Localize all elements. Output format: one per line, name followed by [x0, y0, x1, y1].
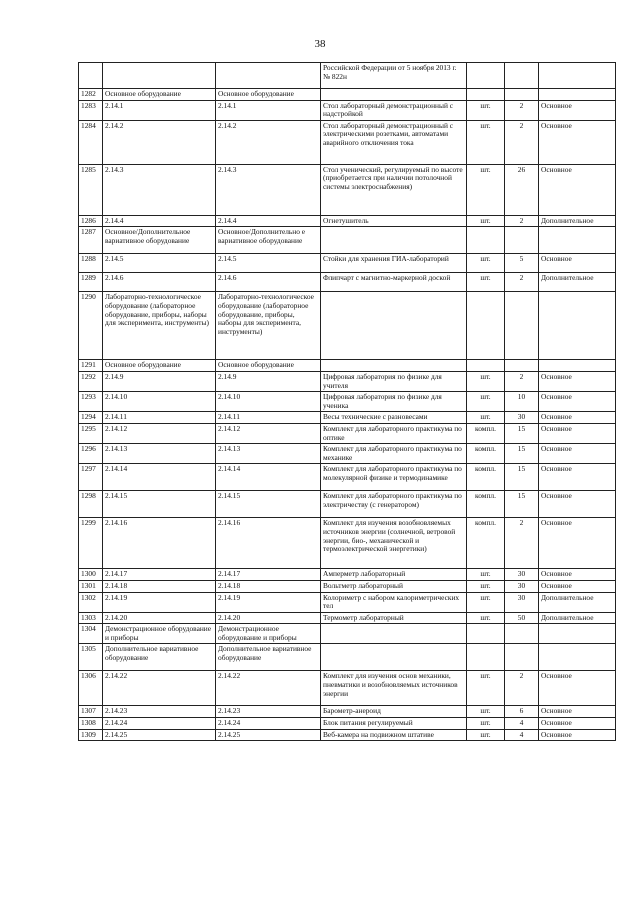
cell-code-2: Лабораторно-технологическое оборудование (лабораторное оборудование, приборы, наборы для эксперимента, инструменты)	[216, 292, 321, 360]
table-row	[79, 491, 616, 518]
cell-quantity	[505, 227, 539, 254]
cell-name: Комплект для изучения основ механики, пневматики и возобновляемых источников энергии	[321, 671, 467, 706]
table-row	[79, 164, 616, 215]
table-row	[79, 100, 616, 120]
cell-type	[539, 292, 616, 360]
table-row	[79, 292, 616, 360]
cell-name: Цифровая лаборатория по физике для учителя	[321, 371, 467, 391]
cell-quantity	[505, 644, 539, 671]
table-row	[79, 592, 616, 612]
cell-unit: шт.	[467, 392, 505, 412]
cell-unit	[467, 644, 505, 671]
cell-code-2: Основное оборудование	[216, 89, 321, 101]
cell-code-2: 2.14.23	[216, 706, 321, 718]
cell-quantity: 2	[505, 518, 539, 569]
table-row	[79, 254, 616, 273]
cell-unit	[467, 360, 505, 372]
cell-quantity: 2	[505, 100, 539, 120]
table-row	[79, 215, 616, 227]
cell-quantity: 15	[505, 444, 539, 464]
cell-unit: компл.	[467, 464, 505, 491]
table-row	[79, 360, 616, 372]
table-row	[79, 612, 616, 624]
cell-unit: шт.	[467, 592, 505, 612]
cell-quantity: 15	[505, 423, 539, 443]
cell-code: 2.14.10	[103, 392, 216, 412]
cell-quantity: 2	[505, 273, 539, 292]
cell-unit: шт.	[467, 164, 505, 215]
cell-code: Основное оборудование	[103, 89, 216, 101]
cell-code-2: 2.14.18	[216, 580, 321, 592]
cell-code: 2.14.9	[103, 371, 216, 391]
table-row	[79, 444, 616, 464]
cell-code-2: 2.14.6	[216, 273, 321, 292]
cell-number: 1288	[79, 254, 103, 273]
cell-type: Основное	[539, 706, 616, 718]
table-row	[79, 392, 616, 412]
cell-unit: шт.	[467, 371, 505, 391]
cell-code: Основное оборудование	[103, 360, 216, 372]
table-row	[79, 580, 616, 592]
cell-code: 2.14.14	[103, 464, 216, 491]
cell-code: 2.14.4	[103, 215, 216, 227]
cell-name: Колориметр с набором калориметрических тел	[321, 592, 467, 612]
cell-code-2: 2.14.1	[216, 100, 321, 120]
cell-name: Амперметр лабораторный	[321, 569, 467, 581]
cell-quantity: 30	[505, 592, 539, 612]
table-row	[79, 273, 616, 292]
cell-type: Основное	[539, 444, 616, 464]
cell-type: Основное	[539, 718, 616, 730]
table-row	[79, 518, 616, 569]
cell-number: 1301	[79, 580, 103, 592]
cell-name: Термометр лабораторный	[321, 612, 467, 624]
cell-code: Демонстрационное оборудование и приборы	[103, 624, 216, 644]
cell-number: 1304	[79, 624, 103, 644]
cell-code: 2.14.18	[103, 580, 216, 592]
cell-name: Комплект для лабораторного практикума по молекулярной физике и термодинамике	[321, 464, 467, 491]
cell-quantity	[505, 360, 539, 372]
cell-code: 2.14.16	[103, 518, 216, 569]
cell-quantity: 10	[505, 392, 539, 412]
cell-code: 2.14.1	[103, 100, 216, 120]
cell-unit	[467, 89, 505, 101]
cell-number: 1302	[79, 592, 103, 612]
cell-name: Огнетушитель	[321, 215, 467, 227]
cell-code: Лабораторно-технологическое оборудование (лабораторное оборудование, приборы, наборы для эксперимента, инструменты)	[103, 292, 216, 360]
cell-quantity: 2	[505, 120, 539, 164]
cell-number: 1303	[79, 612, 103, 624]
page-number: 38	[314, 38, 326, 50]
cell-code-2: 2.14.4	[216, 215, 321, 227]
cell-name: Стол ученический, регулируемый по высоте (приобретается при наличии потолочной системы электроснабжения)	[321, 164, 467, 215]
cell-unit	[467, 227, 505, 254]
cell-type: Дополнительное	[539, 273, 616, 292]
table-row	[79, 423, 616, 443]
cell-code-2: 2.14.12	[216, 423, 321, 443]
cell-type: Основное	[539, 423, 616, 443]
table-row	[79, 729, 616, 741]
cell-name	[321, 624, 467, 644]
cell-name: Цифровая лаборатория по физике для ученика	[321, 392, 467, 412]
cell-quantity: 50	[505, 612, 539, 624]
cell-number: 1309	[79, 729, 103, 741]
cell-unit: шт.	[467, 412, 505, 424]
cell-quantity: 5	[505, 254, 539, 273]
cell-name	[321, 360, 467, 372]
cell-code: 2.14.5	[103, 254, 216, 273]
table-row	[79, 718, 616, 730]
cell-quantity: 4	[505, 729, 539, 741]
cell-code-2: 2.14.20	[216, 612, 321, 624]
cell-code: 2.14.20	[103, 612, 216, 624]
cell-name: Комплект для лабораторного практикума по оптике	[321, 423, 467, 443]
cell-quantity: 15	[505, 491, 539, 518]
cell-number: 1307	[79, 706, 103, 718]
cell-code-2: 2.14.24	[216, 718, 321, 730]
cell-unit: шт.	[467, 569, 505, 581]
cell-code-2: 2.14.11	[216, 412, 321, 424]
cell-quantity	[505, 624, 539, 644]
cell-name: Комплект для лабораторного практикума по механике	[321, 444, 467, 464]
cell-code: Основное/Дополнительное вариативное оборудование	[103, 227, 216, 254]
cell-unit	[467, 624, 505, 644]
cell-code-2: 2.14.3	[216, 164, 321, 215]
cell-number: 1284	[79, 120, 103, 164]
table-row	[79, 671, 616, 706]
cell-code: 2.14.6	[103, 273, 216, 292]
cell-code-2: 2.14.13	[216, 444, 321, 464]
cell-unit: шт.	[467, 729, 505, 741]
cell-number: 1305	[79, 644, 103, 671]
table-row	[79, 63, 616, 89]
cell-unit: шт.	[467, 215, 505, 227]
cell-number: 1297	[79, 464, 103, 491]
cell-number: 1283	[79, 100, 103, 120]
cell-quantity: 30	[505, 569, 539, 581]
cell-name	[321, 227, 467, 254]
equipment-table	[78, 62, 616, 741]
cell-name: Российской Федерации от 5 ноября 2013 г. № 822н	[321, 63, 467, 89]
cell-code-2: Основное оборудование	[216, 360, 321, 372]
table-row	[79, 371, 616, 391]
cell-code: 2.14.3	[103, 164, 216, 215]
cell-number: 1298	[79, 491, 103, 518]
table-row	[79, 569, 616, 581]
table-row	[79, 644, 616, 671]
cell-number: 1296	[79, 444, 103, 464]
cell-type: Основное	[539, 164, 616, 215]
cell-type	[539, 644, 616, 671]
cell-type	[539, 89, 616, 101]
cell-type: Основное	[539, 392, 616, 412]
cell-code-2: 2.14.25	[216, 729, 321, 741]
cell-number: 1291	[79, 360, 103, 372]
cell-unit: компл.	[467, 518, 505, 569]
cell-number: 1287	[79, 227, 103, 254]
cell-type: Основное	[539, 671, 616, 706]
cell-name: Комплект для изучения возобновляемых источников энергии (солнечной, ветровой энергии, био-, механической и термоэлектрической энергетики)	[321, 518, 467, 569]
cell-name: Стол лабораторный демонстрационный с надстройкой	[321, 100, 467, 120]
cell-code-2: Основное/Дополнительно е вариативное оборудование	[216, 227, 321, 254]
cell-quantity: 15	[505, 464, 539, 491]
cell-name: Барометр-анероид	[321, 706, 467, 718]
cell-code: 2.14.2	[103, 120, 216, 164]
cell-quantity: 2	[505, 671, 539, 706]
cell-number: 1286	[79, 215, 103, 227]
cell-unit: шт.	[467, 612, 505, 624]
cell-number: 1299	[79, 518, 103, 569]
cell-type	[539, 360, 616, 372]
cell-unit: шт.	[467, 671, 505, 706]
cell-type: Основное	[539, 729, 616, 741]
table-row	[79, 89, 616, 101]
cell-unit: шт.	[467, 273, 505, 292]
cell-number: 1285	[79, 164, 103, 215]
cell-type: Основное	[539, 491, 616, 518]
cell-code-2: 2.14.17	[216, 569, 321, 581]
cell-code: 2.14.25	[103, 729, 216, 741]
cell-code: 2.14.15	[103, 491, 216, 518]
cell-code: 2.14.24	[103, 718, 216, 730]
cell-name: Блок питания регулируемый	[321, 718, 467, 730]
cell-type: Основное	[539, 518, 616, 569]
cell-code: 2.14.22	[103, 671, 216, 706]
cell-type: Основное	[539, 254, 616, 273]
cell-type: Дополнительное	[539, 592, 616, 612]
cell-unit: шт.	[467, 706, 505, 718]
cell-name: Весы технические с разновесами	[321, 412, 467, 424]
cell-quantity	[505, 89, 539, 101]
cell-type	[539, 227, 616, 254]
cell-quantity: 30	[505, 580, 539, 592]
cell-number: 1292	[79, 371, 103, 391]
cell-type: Основное	[539, 580, 616, 592]
cell-unit: шт.	[467, 120, 505, 164]
cell-name: Вольтметр лабораторный	[321, 580, 467, 592]
cell-unit: компл.	[467, 491, 505, 518]
cell-unit: шт.	[467, 718, 505, 730]
cell-code-2: 2.14.22	[216, 671, 321, 706]
cell-number: 1306	[79, 671, 103, 706]
cell-type: Основное	[539, 464, 616, 491]
cell-quantity: 6	[505, 706, 539, 718]
cell-code-2: 2.14.16	[216, 518, 321, 569]
cell-code-2: 2.14.15	[216, 491, 321, 518]
cell-unit	[467, 292, 505, 360]
cell-unit: компл.	[467, 423, 505, 443]
cell-quantity: 4	[505, 718, 539, 730]
cell-quantity: 2	[505, 215, 539, 227]
cell-name	[321, 644, 467, 671]
cell-number: 1293	[79, 392, 103, 412]
cell-name	[321, 292, 467, 360]
table-row	[79, 464, 616, 491]
cell-code-2: 2.14.5	[216, 254, 321, 273]
cell-unit: шт.	[467, 580, 505, 592]
cell-code: 2.14.11	[103, 412, 216, 424]
cell-unit: компл.	[467, 444, 505, 464]
cell-type: Дополнительное	[539, 215, 616, 227]
cell-number: 1282	[79, 89, 103, 101]
cell-name	[321, 89, 467, 101]
cell-name: Стол лабораторный демонстрационный с электрическими розетками, автоматами аварийного отключения тока	[321, 120, 467, 164]
cell-number: 1308	[79, 718, 103, 730]
cell-number: 1290	[79, 292, 103, 360]
cell-name: Стойки для хранения ГИА-лабораторий	[321, 254, 467, 273]
cell-code-2: 2.14.9	[216, 371, 321, 391]
cell-type: Основное	[539, 100, 616, 120]
table-row	[79, 624, 616, 644]
cell-name: Веб-камера на подвижном штативе	[321, 729, 467, 741]
cell-type: Основное	[539, 569, 616, 581]
cell-quantity: 30	[505, 412, 539, 424]
table-row	[79, 227, 616, 254]
cell-code-2: 2.14.10	[216, 392, 321, 412]
cell-quantity: 2	[505, 371, 539, 391]
cell-code: 2.14.23	[103, 706, 216, 718]
cell-unit: шт.	[467, 100, 505, 120]
cell-code-2: Дополнительное вариативное оборудование	[216, 644, 321, 671]
cell-code: 2.14.12	[103, 423, 216, 443]
cell-type: Основное	[539, 412, 616, 424]
cell-number: 1295	[79, 423, 103, 443]
cell-quantity: 26	[505, 164, 539, 215]
cell-number: 1289	[79, 273, 103, 292]
cell-number: 1294	[79, 412, 103, 424]
table-row	[79, 706, 616, 718]
cell-type	[539, 624, 616, 644]
cell-code: Дополнительное вариативное оборудование	[103, 644, 216, 671]
cell-code-2: Демонстрационное оборудование и приборы	[216, 624, 321, 644]
table-row	[79, 120, 616, 164]
cell-code-2: 2.14.2	[216, 120, 321, 164]
cell-type: Дополнительное	[539, 612, 616, 624]
table-row	[79, 412, 616, 424]
cell-unit: шт.	[467, 254, 505, 273]
cell-type: Основное	[539, 371, 616, 391]
cell-code: 2.14.17	[103, 569, 216, 581]
cell-name: Флипчарт с магнитно-маркерной доской	[321, 273, 467, 292]
cell-code-2: 2.14.14	[216, 464, 321, 491]
cell-type: Основное	[539, 120, 616, 164]
cell-code: 2.14.13	[103, 444, 216, 464]
cell-code: 2.14.19	[103, 592, 216, 612]
cell-number: 1300	[79, 569, 103, 581]
cell-quantity	[505, 292, 539, 360]
cell-code-2: 2.14.19	[216, 592, 321, 612]
cell-name: Комплект для лабораторного практикума по электричеству (с генератором)	[321, 491, 467, 518]
